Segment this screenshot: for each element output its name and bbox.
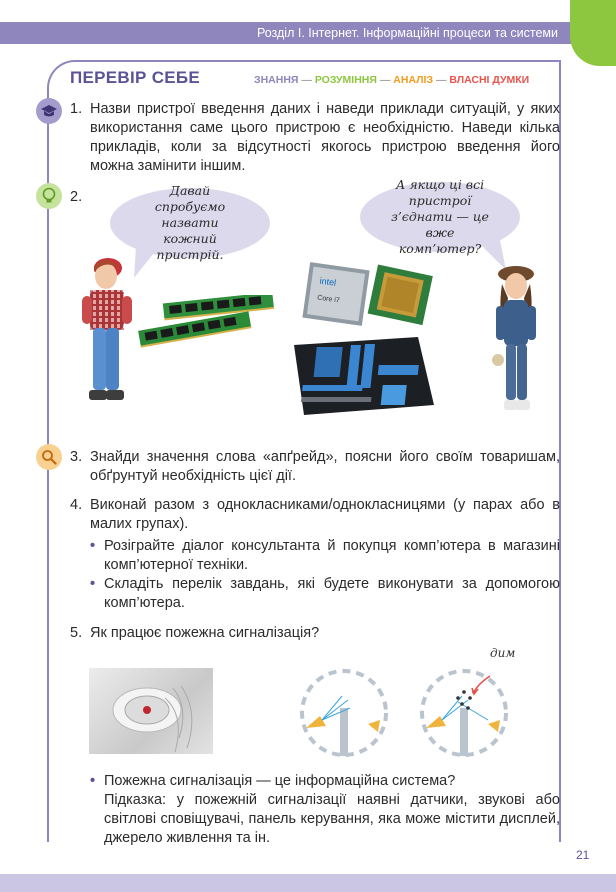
- question-text: Виконай разом з однокласниками/однокласницями (у парах або в малих групах).: [90, 497, 560, 532]
- smoke-detector-photo: [89, 668, 213, 754]
- boy-illustration: [72, 250, 140, 410]
- ram-modules-image: [135, 295, 280, 350]
- question-3: [70, 448, 560, 486]
- question-5-bullet-text: • Пожежна сигналізація — це інформаційна система?: [104, 773, 456, 789]
- chapter-tab: [570, 0, 616, 66]
- question-number: 1.: [70, 101, 83, 117]
- cpu-model-label: Core i7: [316, 294, 341, 305]
- question-4-bullet: • Складіть перелік завдань, які будете виконувати за допомогою комп’ютера.: [90, 575, 560, 613]
- question-1: [70, 100, 560, 176]
- smoke-label: дим: [490, 646, 516, 660]
- section-title: ПЕРЕВІР СЕБЕ: [70, 68, 201, 87]
- lightbulb-icon: [36, 183, 62, 209]
- question-text: Назви пристрої введення даних і наведи приклади ситуацій, у яких використання саме цього пристрою є необхідністю. Наведи кілька прикладів, коли за відсутності якогось пристрою введення його можна замінити іншим.: [90, 101, 560, 174]
- detector-diagram-idle: [298, 668, 390, 758]
- question-number: 2.: [70, 189, 83, 205]
- level-separator: —: [379, 74, 391, 86]
- chapter-header: [0, 22, 590, 44]
- question-5-bullet: [70, 772, 560, 848]
- motherboard-image: [288, 335, 438, 417]
- cpu-image: [296, 262, 436, 326]
- level-analysis: АНАЛІЗ: [393, 74, 434, 86]
- level-own-thoughts: ВЛАСНІ ДУМКИ: [449, 74, 530, 86]
- question-4: [70, 496, 560, 613]
- level-understanding: РОЗУМІННЯ: [314, 74, 377, 86]
- girl-speech-text: А якщо ці всі пристрої з’єднати — це вже комп’ютер?: [391, 177, 489, 256]
- level-separator: —: [435, 74, 447, 86]
- girl-illustration: [484, 262, 548, 414]
- question-4-bullet: • Розіграйте діалог консультанта й покупця комп’ютера в магазині комп’ютерної техніки.: [90, 537, 560, 575]
- question-number: 4.: [70, 497, 83, 513]
- question-number: 5.: [70, 625, 83, 641]
- graduation-cap-icon: [36, 98, 62, 124]
- question-5-hint: Підказка: у пожежній сигналізації наявні датчики, звукові або світлові сповіщувачі, панель керування, яка може містити дисплей, джерело живлення та ін.: [104, 792, 560, 846]
- question-number: 3.: [70, 449, 83, 465]
- magnifier-icon: [36, 444, 62, 470]
- question-5: [70, 624, 560, 643]
- boy-speech-text: Давай спробуємо назвати кожний пристрій.: [154, 183, 226, 262]
- level-separator: —: [301, 74, 312, 86]
- level-knowledge: ЗНАННЯ: [254, 74, 299, 86]
- footer-band: [0, 874, 616, 892]
- page-number: 21: [576, 848, 590, 862]
- question-text: Як працює пожежна сигналізація?: [90, 625, 320, 641]
- skill-levels: [254, 74, 529, 86]
- cpu-brand: intel: [319, 275, 337, 288]
- question-text: Знайди значення слова «апґрейд», поясни його своїм товаришам, обґрунтуй необхідність цієї дії.: [90, 449, 560, 484]
- chapter-title: Розділ І. Інтернет. Інформаційні процеси та системи: [256, 26, 558, 40]
- detector-diagram-smoke: [418, 668, 510, 758]
